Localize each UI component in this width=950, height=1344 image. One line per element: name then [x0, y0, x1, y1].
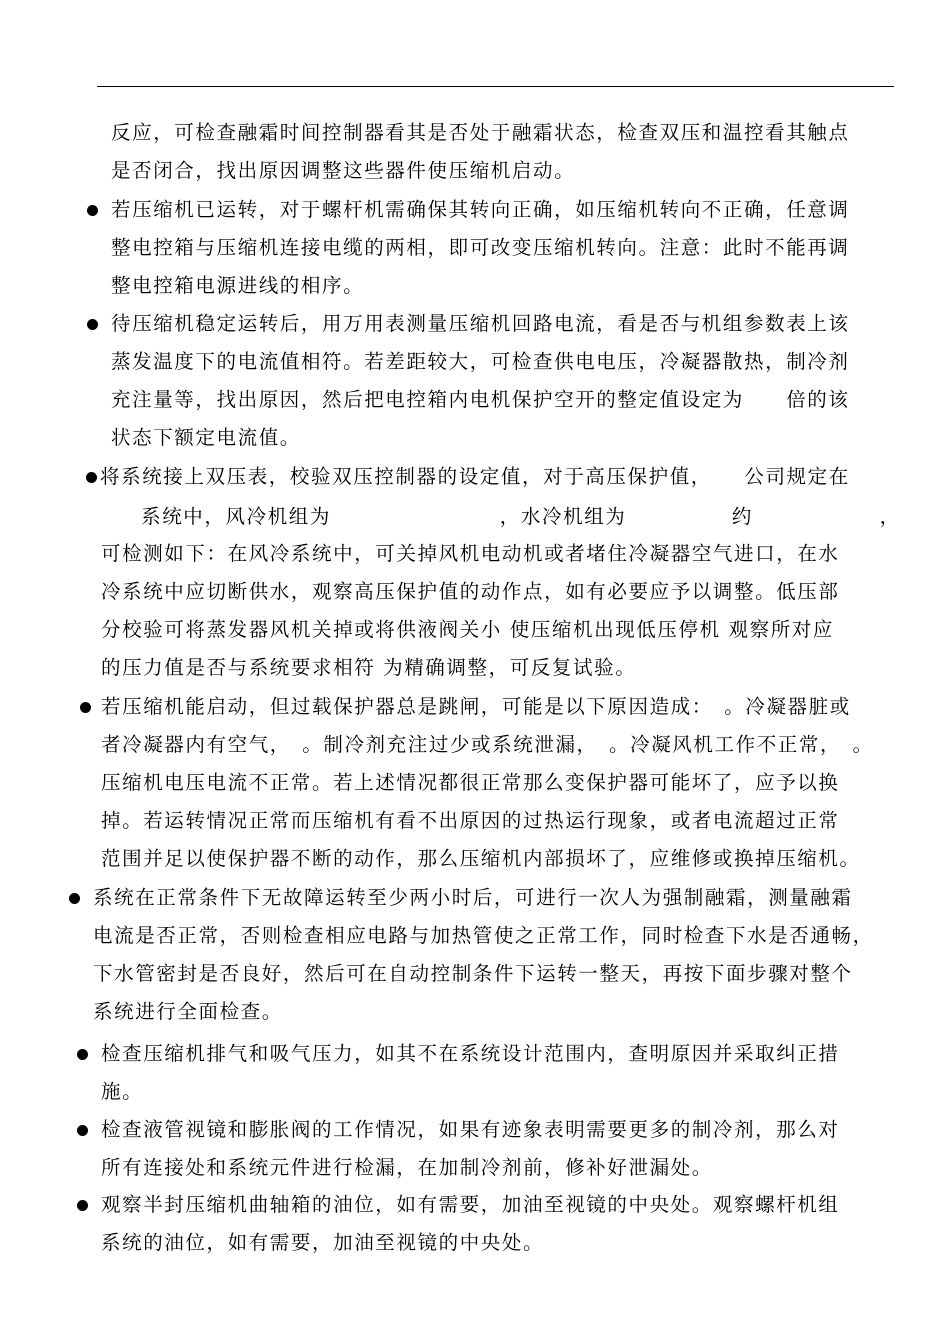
text-line: 系统进行全面检查。	[93, 1000, 283, 1023]
text-line: 将系统接上双压表，校验双压控制器的设定值，对于高压保护值， 公司规定在	[100, 465, 850, 488]
text-line: 若压缩机已运转，对于螺杆机需确保其转向正确，如压缩机转向不正确，任意调	[111, 198, 850, 221]
text-line: 检查压缩机排气和吸气压力，如其不在系统设计范围内，查明原因并采取纠正措	[101, 1042, 840, 1065]
text-line: 整电控箱电源进线的相序。	[111, 274, 365, 297]
text-line: 观察半封压缩机曲轴箱的油位，如有需要，加油至视镜的中央处。观察螺杆机组	[101, 1193, 840, 1216]
text-line: 状态下额定电流值。	[111, 426, 301, 449]
bullet-icon	[86, 472, 97, 483]
text-line: 系统在正常条件下无故障运转至少两小时后，可进行一次人为强制融霜，测量融霜	[93, 886, 853, 909]
text-line: 电流是否正常，否则检查相应电路与加热管使之正常工作，同时检查下水是否通畅，	[93, 924, 874, 947]
text-line: 分校验可将蒸发器风机关掉或将供液阀关小 使压缩机出现低压停机 观察所对应	[101, 618, 834, 641]
text-line: 待压缩机稳定运转后，用万用表测量压缩机回路电流，看是否与机组参数表上该	[111, 312, 850, 335]
text-line: 充注量等，找出原因，然后把电控箱内电机保护空开的整定值设定为 倍的该	[111, 388, 850, 411]
bullet-icon	[69, 893, 80, 904]
text-line: 范围并足以使保护器不断的动作，那么压缩机内部损坏了，应维修或换掉压缩机。	[101, 847, 861, 870]
text-line: 系统的油位，如有需要，加油至视镜的中央处。	[101, 1231, 545, 1254]
text-line: 反应，可检查融霜时间控制器看其是否处于融霜状态，检查双压和温控看其触点	[111, 121, 850, 144]
text-line: 下水管密封是否良好，然后可在自动控制条件下运转一整天，再按下面步骤对整个	[93, 962, 853, 985]
text-line: 整电控箱与压缩机连接电缆的两相，即可改变压缩机转向。注意：此时不能再调	[111, 236, 850, 259]
bullet-icon	[87, 205, 98, 216]
text-line: 掉。若运转情况正常而压缩机有看不出原因的过热运行现象，或者电流超过正常	[101, 809, 840, 832]
text-line: 的压力值是否与系统要求相符 为精确调整，可反复试验。	[101, 656, 637, 679]
text-line: 若压缩机能启动，但过载保护器总是跳闸，可能是以下原因造成： 。冷凝器脏或	[101, 695, 851, 718]
bullet-icon	[87, 319, 98, 330]
bullet-icon	[77, 1049, 88, 1060]
text-line: 压缩机电压电流不正常。若上述情况都很正常那么变保护器可能坏了，应予以换	[101, 771, 840, 794]
bullet-icon	[77, 1125, 88, 1136]
text-line: 蒸发温度下的电流值相符。若差距较大，可检查供电电压，冷凝器散热，制冷剂	[111, 350, 850, 373]
text-line: 系统中，风冷机组为 ，水冷机组为 约 ，	[120, 505, 901, 528]
header-rule	[97, 86, 894, 87]
bullet-icon	[80, 702, 91, 713]
text-line: 检查液管视镜和膨胀阀的工作情况，如果有迹象表明需要更多的制冷剂，那么对	[101, 1118, 840, 1141]
text-line: 可检测如下：在风冷系统中，可关掉风机电动机或者堵住冷凝器空气进口，在水	[101, 542, 840, 565]
bullet-icon	[77, 1200, 88, 1211]
text-line: 冷系统中应切断供水，观察高压保护值的动作点，如有必要应予以调整。低压部	[101, 580, 840, 603]
text-line: 施。	[101, 1080, 144, 1103]
text-line: 所有连接处和系统元件进行检漏，在加制冷剂前，修补好泄漏处。	[101, 1156, 713, 1179]
text-line: 是否闭合，找出原因调整这些器件使压缩机启动。	[111, 159, 576, 182]
text-line: 者冷凝器内有空气， 。制冷剂充注过少或系统泄漏， 。冷凝风机工作不正常， 。	[101, 733, 874, 756]
